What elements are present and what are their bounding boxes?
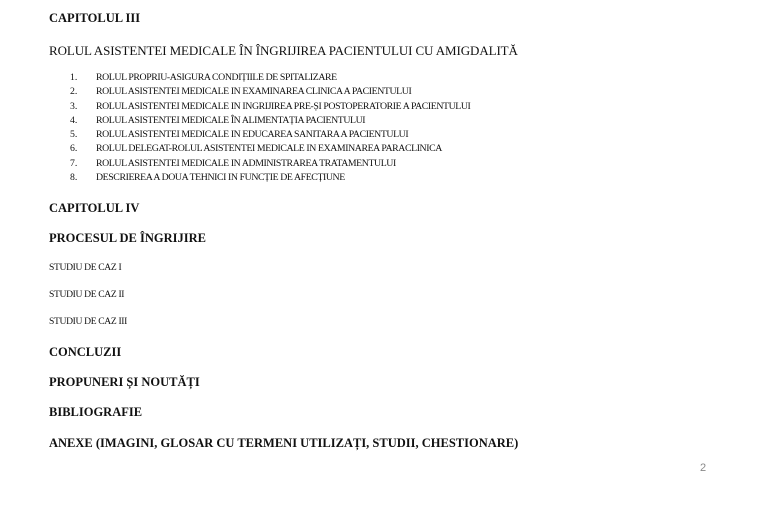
list-item: 5. ROLUL ASISTENTEI MEDICALE IN EDUCAREA SANITARA A PACIENTULUI bbox=[70, 129, 409, 141]
chapter-4-title: PROCESUL DE ÎNGRIJIRE bbox=[49, 231, 206, 245]
case-study-2: STUDIU DE CAZ II bbox=[49, 289, 125, 300]
chapter-3-contents-list bbox=[70, 71, 470, 185]
chapter-4-heading: CAPITOLUL IV bbox=[49, 201, 140, 215]
list-item: 6. ROLUL DELEGAT-ROLUL ASISTENTEI MEDICALE IN EXAMINAREA PARACLINICA bbox=[70, 143, 442, 155]
conclusions-heading: CONCLUZII bbox=[49, 345, 122, 359]
case-study-3: STUDIU DE CAZ III bbox=[49, 316, 127, 327]
chapter-3-title: ROLUL ASISTENTEI MEDICALE ÎN ÎNGRIJIREA PACIENTULUI CU AMIGDALITĂ bbox=[49, 43, 518, 58]
list-item: 1. ROLUL PROPRIU-ASIGURA CONDIȚIILE DE SPITALIZARE bbox=[70, 72, 337, 83]
proposals-heading: PROPUNERI ȘI NOUTĂȚI bbox=[49, 375, 200, 389]
list-item: 8. DESCRIEREA A DOUA TEHNICI IN FUNCȚIE DE AFECȚIUNE bbox=[70, 172, 345, 184]
list-item: 7. ROLUL ASISTENTEI MEDICALE IN ADMINISTRAREA TRATAMENTULUI bbox=[70, 157, 396, 169]
page-number: 2 bbox=[700, 462, 707, 474]
chapter-3-heading: CAPITOLUL III bbox=[49, 11, 141, 25]
list-item: 3. ROLUL ASISTENTEI MEDICALE IN INGRIJIREA PRE-ȘI POSTOPERATORIE A PACIENTULUI bbox=[70, 100, 471, 112]
annexes-heading: ANEXE (IMAGINI, GLOSAR CU TERMENI UTILIZAȚI, STUDII, CHESTIONARE) bbox=[49, 436, 519, 450]
bibliography-heading: BIBLIOGRAFIE bbox=[49, 405, 143, 419]
list-item: 4. ROLUL ASISTENTEI MEDICALE ÎN ALIMENTAȚIA PACIENTULUI bbox=[70, 114, 366, 126]
case-study-1: STUDIU DE CAZ I bbox=[49, 262, 122, 273]
list-item: 2. ROLUL ASISTENTEI MEDICALE IN EXAMINAREA CLINICA A PACIENTULUI bbox=[70, 86, 412, 98]
